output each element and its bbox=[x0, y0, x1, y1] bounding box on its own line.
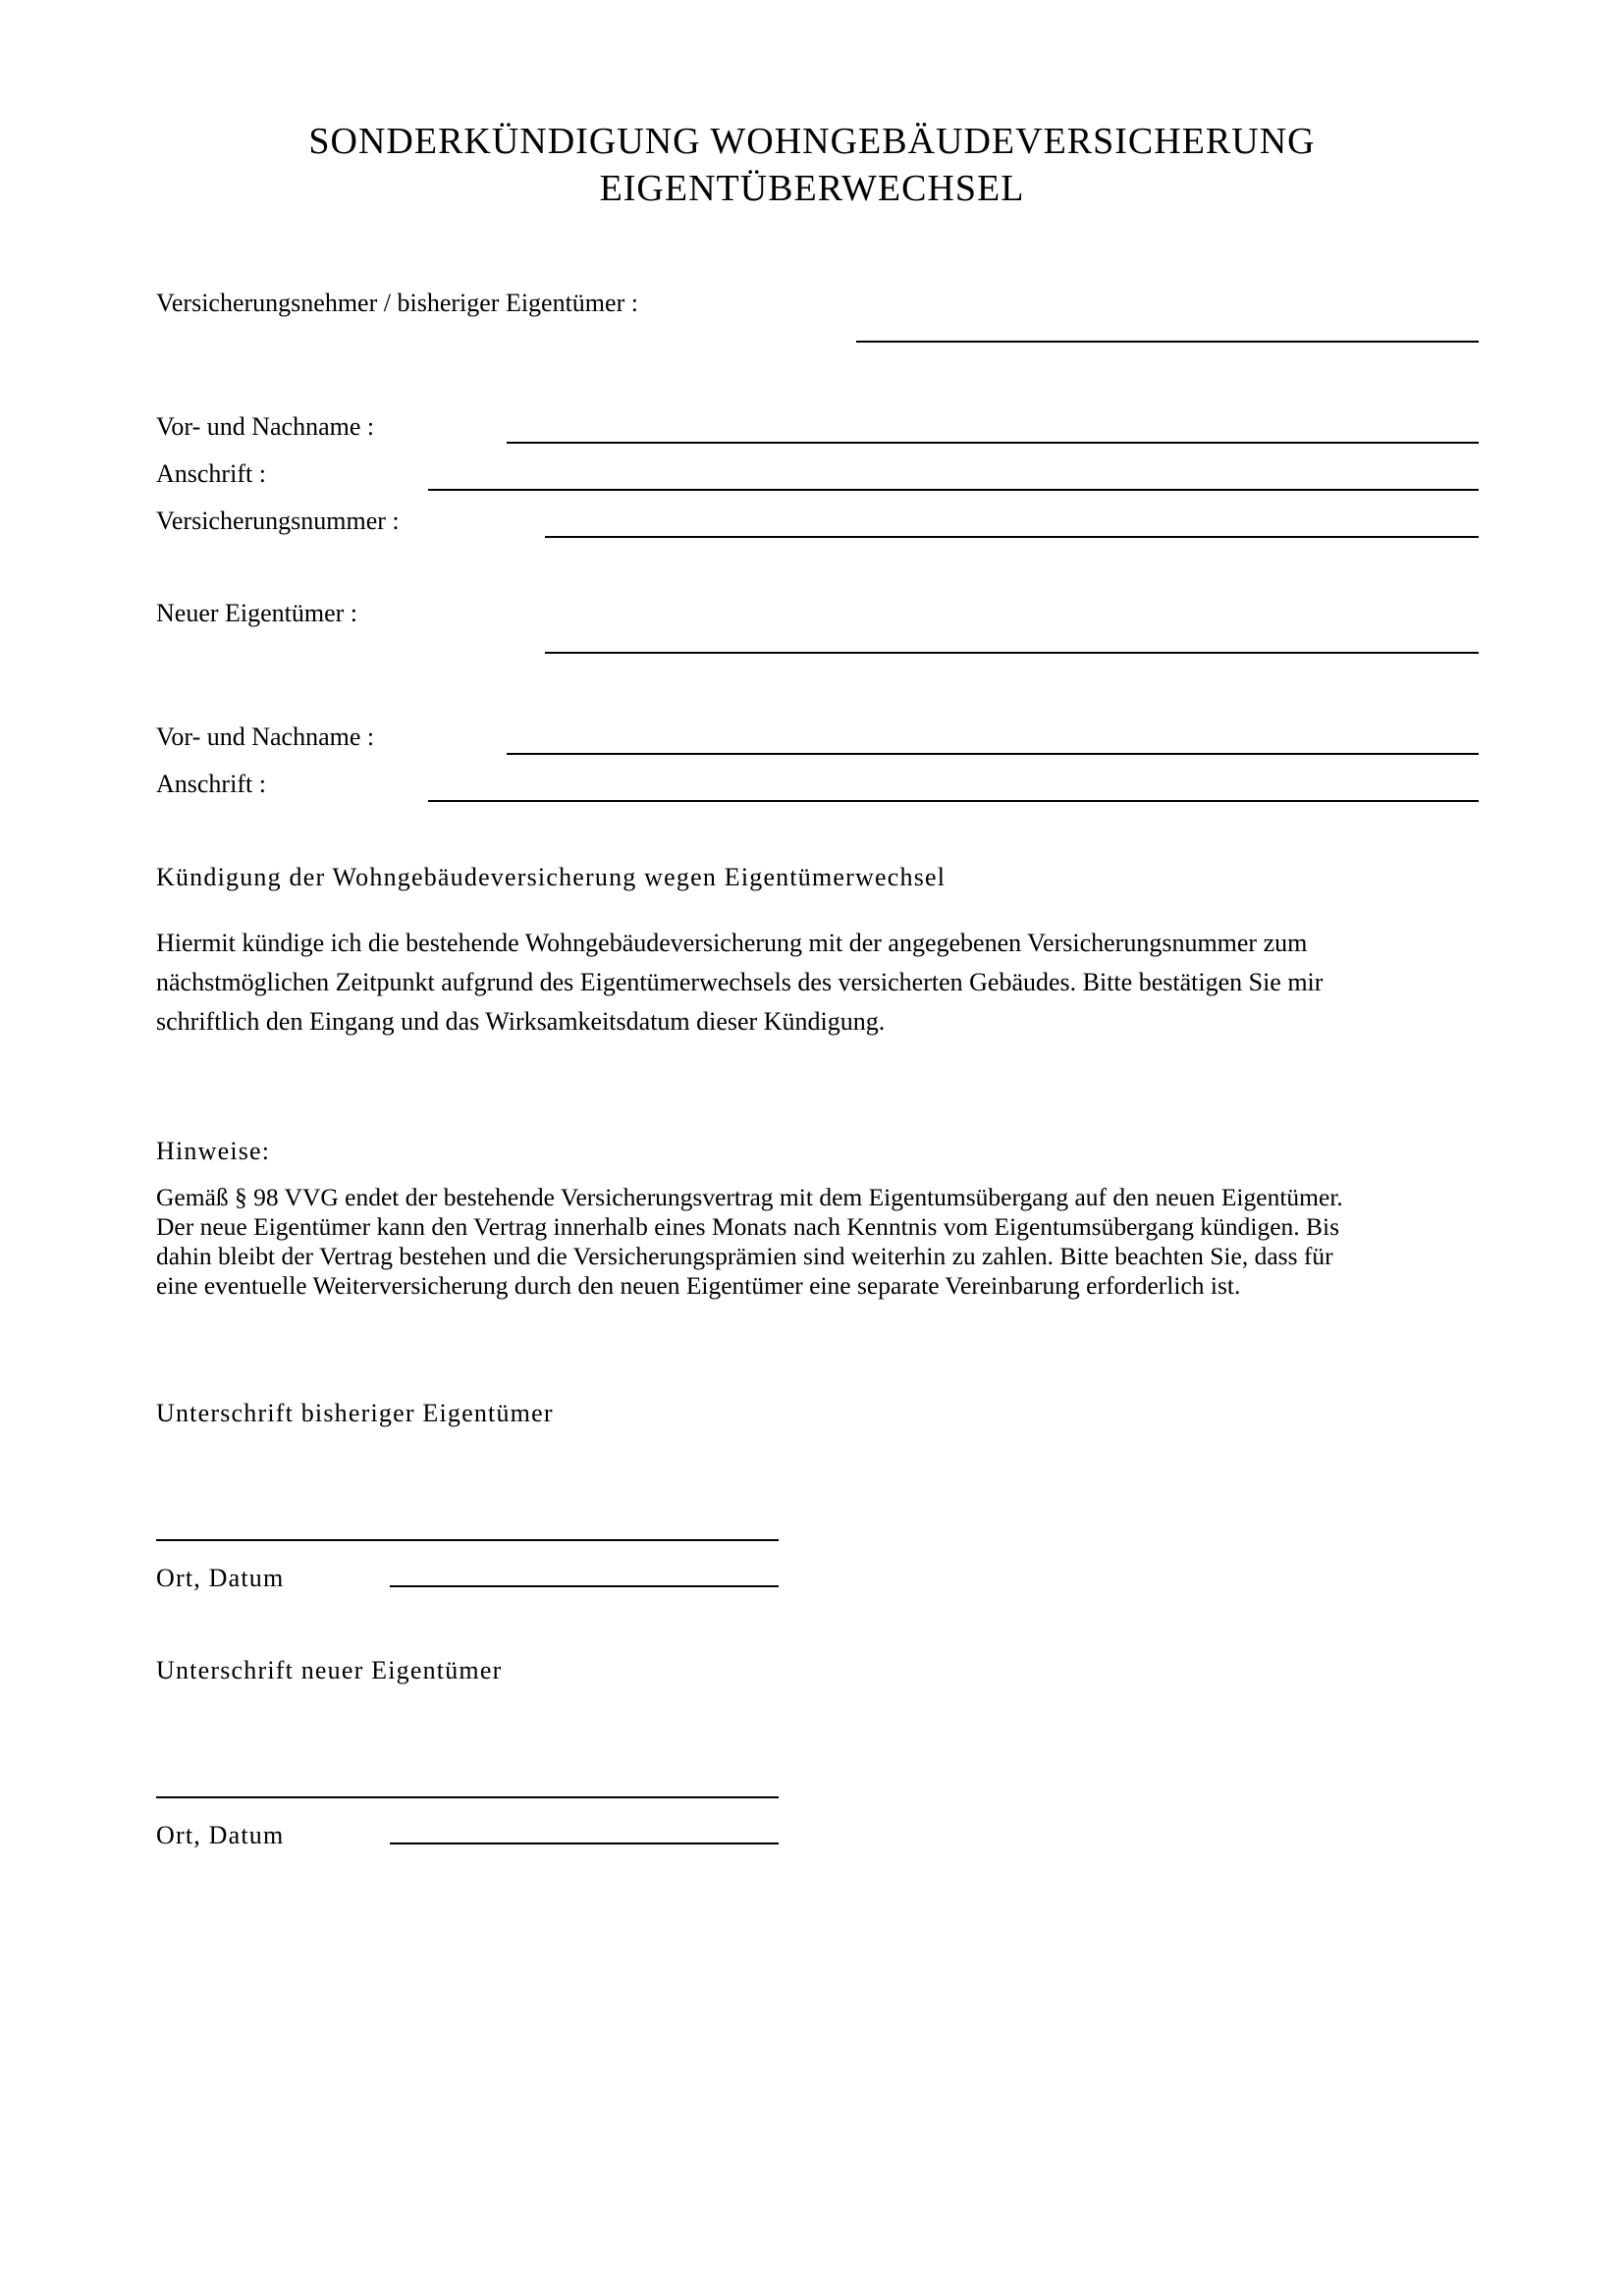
new-owner-place-date-field[interactable] bbox=[390, 1842, 779, 1844]
previous-owner-address-label: Anschrift : bbox=[156, 459, 266, 488]
previous-owner-name-label: Vor- und Nachname : bbox=[156, 412, 375, 441]
previous-owner-name-field[interactable] bbox=[507, 442, 1479, 444]
notes-body bbox=[156, 1183, 1482, 1301]
new-owner-place-date-label: Ort, Datum bbox=[156, 1821, 285, 1849]
previous-owner-signature-field[interactable] bbox=[156, 1539, 779, 1541]
cancellation-body-line: schriftlich den Eingang und das Wirksamkeitsdatum dieser Kündigung. bbox=[156, 1007, 886, 1036]
policy-number-label: Versicherungsnummer : bbox=[156, 507, 400, 535]
document-title-line-1: SONDERKÜNDIGUNG WOHNGEBÄUDEVERSICHERUNG bbox=[308, 121, 1316, 162]
new-owner-address-field[interactable] bbox=[428, 800, 1479, 802]
cancellation-body bbox=[156, 924, 1482, 1041]
document-title-line-2: EIGENTÜBERWECHSEL bbox=[599, 168, 1025, 209]
notes-heading: Hinweise: bbox=[156, 1137, 271, 1165]
notes-body-line: Gemäß § 98 VVG endet der bestehende Versicherungsvertrag mit dem Eigentumsübergang auf den neuen Eigentümer. bbox=[156, 1183, 1343, 1211]
previous-owner-place-date-field[interactable] bbox=[390, 1585, 779, 1587]
cancellation-subject: Kündigung der Wohngebäudeversicherung wegen Eigentümerwechsel bbox=[156, 863, 947, 891]
notes-body-line: dahin bleibt der Vertrag bestehen und die Versicherungsprämien sind weiterhin zu zahlen. Bitte beachten Sie, dass für bbox=[156, 1242, 1333, 1270]
new-owner-name-label: Vor- und Nachname : bbox=[156, 722, 375, 751]
new-owner-field[interactable] bbox=[545, 652, 1479, 654]
new-owner-heading: Neuer Eigentümer : bbox=[156, 599, 358, 627]
cancellation-body-line: nächstmöglichen Zeitpunkt aufgrund des Eigentümerwechsels des versicherten Gebäudes. Bitte bestätigen Sie mir bbox=[156, 968, 1324, 996]
previous-owner-signature-label: Unterschrift bisheriger Eigentümer bbox=[156, 1399, 554, 1427]
new-owner-signature-label: Unterschrift neuer Eigentümer bbox=[156, 1656, 503, 1684]
new-owner-signature-field[interactable] bbox=[156, 1796, 779, 1798]
notes-body-line: Der neue Eigentümer kann den Vertrag innerhalb eines Monats nach Kenntnis vom Eigentumsübergang kündigen. Bis bbox=[156, 1212, 1340, 1241]
previous-owner-field[interactable] bbox=[856, 341, 1479, 343]
new-owner-name-field[interactable] bbox=[507, 753, 1479, 755]
new-owner-address-label: Anschrift : bbox=[156, 770, 266, 798]
previous-owner-place-date-label: Ort, Datum bbox=[156, 1564, 285, 1592]
previous-owner-address-field[interactable] bbox=[428, 489, 1479, 491]
cancellation-body-line: Hiermit kündige ich die bestehende Wohngebäudeversicherung mit der angegebenen Versicherungsnummer zum bbox=[156, 929, 1308, 957]
policy-number-field[interactable] bbox=[545, 536, 1479, 538]
previous-owner-heading: Versicherungsnehmer / bisheriger Eigentümer : bbox=[156, 289, 638, 317]
notes-body-line: eine eventuelle Weiterversicherung durch den neuen Eigentümer eine separate Vereinbarung erforderlich ist. bbox=[156, 1271, 1241, 1300]
